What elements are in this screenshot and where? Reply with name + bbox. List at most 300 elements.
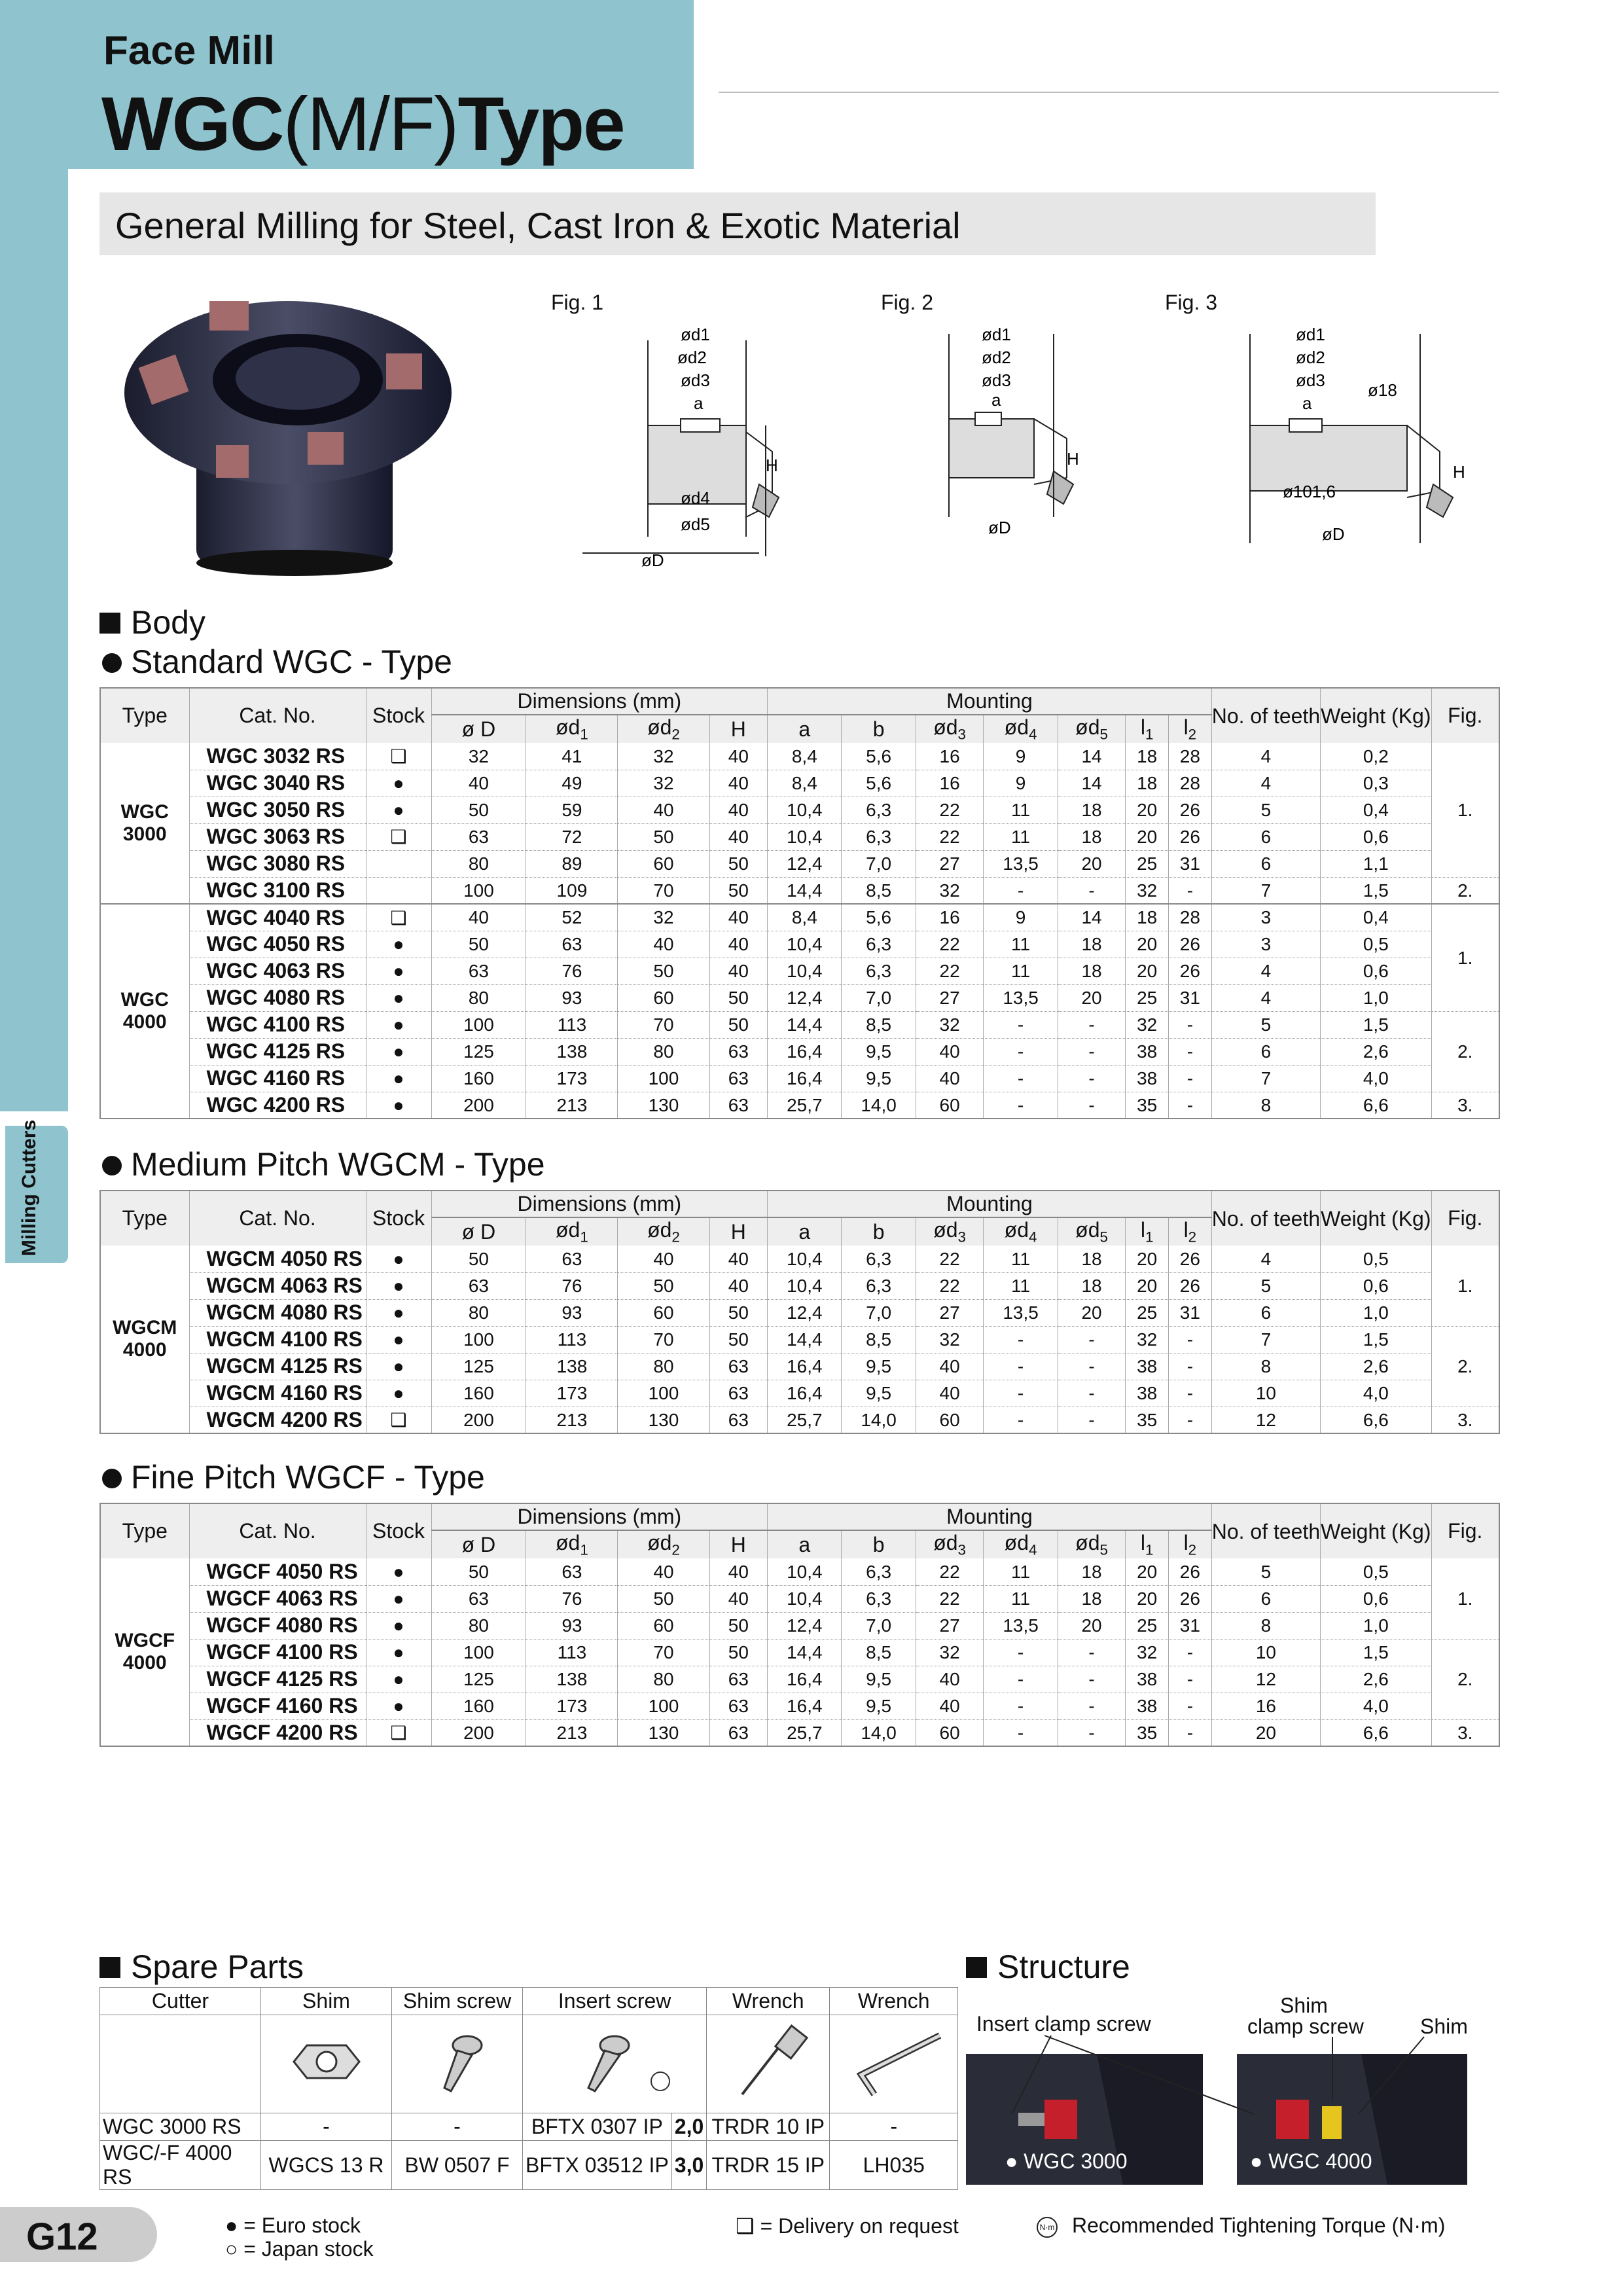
col-sub: a xyxy=(768,1530,842,1558)
svg-text:a: a xyxy=(991,390,1001,410)
cat-no-cell: WGCM 4050 RS xyxy=(189,1246,366,1272)
value-cell: 40 xyxy=(618,797,709,823)
value-cell: 49 xyxy=(526,770,618,797)
value-cell: 1,5 xyxy=(1321,1639,1431,1666)
side-band xyxy=(0,169,68,1111)
value-cell: 76 xyxy=(526,1585,618,1612)
value-cell: 0,4 xyxy=(1321,797,1431,823)
value-cell: 38 xyxy=(1126,1353,1169,1380)
col-sub: $ød_5$ xyxy=(1058,1217,1126,1246)
value-cell: - xyxy=(1169,1038,1212,1065)
value-cell: 213 xyxy=(526,1719,618,1746)
value-cell: 8,5 xyxy=(842,1011,916,1038)
table-row xyxy=(100,743,1499,770)
value-cell: 10,4 xyxy=(768,1585,842,1612)
value-cell: 18 xyxy=(1058,958,1126,984)
value-cell: 52 xyxy=(526,904,618,931)
value-cell: 8,4 xyxy=(768,743,842,770)
col-sub: $l_2$ xyxy=(1169,1530,1212,1558)
value-cell: 14,0 xyxy=(842,1407,916,1433)
value-cell: 32 xyxy=(618,904,709,931)
spare-cell: TRDR 15 IP xyxy=(707,2141,830,2190)
insert-screw-icon xyxy=(523,2015,707,2113)
col-type: Type xyxy=(100,1191,189,1246)
cat-no-cell: WGC 3040 RS xyxy=(189,770,366,797)
value-cell: 9,5 xyxy=(842,1666,916,1693)
stock-cell: ● xyxy=(366,797,431,823)
value-cell: 5,6 xyxy=(842,770,916,797)
fig3-label: Fig. 3 xyxy=(1165,291,1218,314)
svg-text:H: H xyxy=(766,456,778,475)
cat-no-cell: WGC 4080 RS xyxy=(189,984,366,1011)
table-row xyxy=(100,797,1499,823)
value-cell: 63 xyxy=(709,1407,768,1433)
cat-no-cell: WGC 3063 RS xyxy=(189,823,366,850)
shim-screw-icon xyxy=(392,2015,523,2113)
value-cell: 14 xyxy=(1058,743,1126,770)
col-sub: $ød_2$ xyxy=(618,1217,709,1246)
stock-cell: ❑ xyxy=(366,743,431,770)
value-cell: 22 xyxy=(916,1585,984,1612)
value-cell: 2,6 xyxy=(1321,1666,1431,1693)
value-cell: 63 xyxy=(526,1246,618,1272)
value-cell: 26 xyxy=(1169,1246,1212,1272)
value-cell: 9,5 xyxy=(842,1353,916,1380)
spare-cell: 2,0 xyxy=(671,2113,706,2141)
value-cell: 50 xyxy=(431,1246,526,1272)
value-cell: 40 xyxy=(709,1272,768,1299)
value-cell: 22 xyxy=(916,1558,984,1585)
stock-cell: ● xyxy=(366,1585,431,1612)
value-cell: 100 xyxy=(431,1639,526,1666)
value-cell: 16 xyxy=(1211,1693,1320,1719)
value-cell: 4 xyxy=(1211,958,1320,984)
value-cell: 80 xyxy=(431,1612,526,1639)
value-cell: 16,4 xyxy=(768,1693,842,1719)
value-cell: 125 xyxy=(431,1038,526,1065)
value-cell: 63 xyxy=(431,1585,526,1612)
col-teeth: No. of teeth xyxy=(1211,1191,1320,1246)
value-cell: 63 xyxy=(709,1719,768,1746)
value-cell: 160 xyxy=(431,1065,526,1092)
value-cell: 20 xyxy=(1211,1719,1320,1746)
svg-text:ød2: ød2 xyxy=(982,348,1011,367)
value-cell: 4 xyxy=(1211,743,1320,770)
fig-cell: 1. xyxy=(1431,1246,1499,1326)
value-cell: 109 xyxy=(526,877,618,904)
svg-text:ød1: ød1 xyxy=(982,325,1011,344)
value-cell: 0,5 xyxy=(1321,931,1431,958)
table-row xyxy=(100,1666,1499,1693)
value-cell: - xyxy=(1169,1092,1212,1119)
stock-cell: ● xyxy=(366,1038,431,1065)
value-cell: 173 xyxy=(526,1380,618,1407)
col-sub: ø D xyxy=(431,715,526,743)
value-cell: - xyxy=(1058,1693,1126,1719)
value-cell: 8 xyxy=(1211,1092,1320,1119)
value-cell: 32 xyxy=(1126,1639,1169,1666)
value-cell: 27 xyxy=(916,1612,984,1639)
value-cell: 14,4 xyxy=(768,1639,842,1666)
cat-no-cell: WGCM 4080 RS xyxy=(189,1299,366,1326)
value-cell: - xyxy=(984,1666,1058,1693)
value-cell: 63 xyxy=(709,1353,768,1380)
value-cell: 125 xyxy=(431,1666,526,1693)
cat-no-cell: WGC 4040 RS xyxy=(189,904,366,931)
value-cell: 18 xyxy=(1058,931,1126,958)
value-cell: 40 xyxy=(916,1380,984,1407)
value-cell: 50 xyxy=(709,984,768,1011)
value-cell: 40 xyxy=(709,1585,768,1612)
col-sub: b xyxy=(842,1530,916,1558)
value-cell: 10,4 xyxy=(768,1558,842,1585)
col-mount: Mounting xyxy=(768,1503,1212,1530)
structure-label-shim2: Shim xyxy=(1420,2015,1468,2038)
value-cell: 1,1 xyxy=(1321,850,1431,877)
value-cell: 38 xyxy=(1126,1666,1169,1693)
value-cell: 9 xyxy=(984,743,1058,770)
spare-cell: LH035 xyxy=(830,2141,958,2190)
col-sub: $ød_1$ xyxy=(526,1530,618,1558)
stock-cell: ● xyxy=(366,1639,431,1666)
spare-cell: - xyxy=(392,2113,523,2141)
value-cell: 12,4 xyxy=(768,1612,842,1639)
value-cell: 27 xyxy=(916,1299,984,1326)
value-cell: - xyxy=(1058,1092,1126,1119)
stock-cell: ● xyxy=(366,1065,431,1092)
svg-text:a: a xyxy=(694,393,704,413)
value-cell: 40 xyxy=(916,1693,984,1719)
value-cell: 130 xyxy=(618,1407,709,1433)
value-cell: 38 xyxy=(1126,1038,1169,1065)
value-cell: 80 xyxy=(431,984,526,1011)
value-cell: 14,0 xyxy=(842,1092,916,1119)
cat-no-cell: WGCF 4100 RS xyxy=(189,1639,366,1666)
value-cell: 80 xyxy=(618,1038,709,1065)
title-small: Face Mill xyxy=(103,28,275,73)
value-cell: 100 xyxy=(618,1693,709,1719)
standard-table xyxy=(99,687,1500,1119)
value-cell: 11 xyxy=(984,1585,1058,1612)
type-cell: WGC 4000 xyxy=(100,904,189,1119)
value-cell: 31 xyxy=(1169,1612,1212,1639)
value-cell: 100 xyxy=(618,1380,709,1407)
value-cell: 31 xyxy=(1169,1299,1212,1326)
value-cell: 40 xyxy=(618,931,709,958)
value-cell: 50 xyxy=(709,850,768,877)
value-cell: 12 xyxy=(1211,1407,1320,1433)
value-cell: - xyxy=(1058,1407,1126,1433)
value-cell: 40 xyxy=(618,1246,709,1272)
page-number: G12 xyxy=(26,2215,98,2258)
value-cell: 130 xyxy=(618,1092,709,1119)
structure-label-clamp-screw: clamp screw xyxy=(1247,2015,1364,2038)
value-cell: 14,4 xyxy=(768,1011,842,1038)
value-cell: 38 xyxy=(1126,1065,1169,1092)
value-cell: 11 xyxy=(984,1558,1058,1585)
value-cell: 60 xyxy=(916,1719,984,1746)
value-cell: 138 xyxy=(526,1353,618,1380)
spare-cell: - xyxy=(830,2113,958,2141)
col-sub: b xyxy=(842,715,916,743)
value-cell: 0,6 xyxy=(1321,1272,1431,1299)
stock-cell: ● xyxy=(366,1353,431,1380)
value-cell: 28 xyxy=(1169,743,1212,770)
value-cell: 1,0 xyxy=(1321,1612,1431,1639)
spare-col: Shim xyxy=(261,1988,392,2015)
fig1-label: Fig. 1 xyxy=(551,291,604,314)
spare-col: Insert screw xyxy=(523,1988,707,2015)
value-cell: 50 xyxy=(431,931,526,958)
value-cell: 113 xyxy=(526,1326,618,1353)
fig-cell: 3. xyxy=(1431,1719,1499,1746)
value-cell: 63 xyxy=(526,1558,618,1585)
stock-cell: ❑ xyxy=(366,1407,431,1433)
value-cell: 10,4 xyxy=(768,931,842,958)
value-cell: 40 xyxy=(709,743,768,770)
table-row xyxy=(100,1639,1499,1666)
col-sub: ø D xyxy=(431,1217,526,1246)
value-cell: 22 xyxy=(916,1272,984,1299)
value-cell: 100 xyxy=(618,1065,709,1092)
value-cell: 8,4 xyxy=(768,770,842,797)
stock-cell xyxy=(366,877,431,904)
value-cell: 40 xyxy=(916,1038,984,1065)
col-dims: Dimensions (mm) xyxy=(431,1503,768,1530)
table-row xyxy=(100,1693,1499,1719)
value-cell: 0,6 xyxy=(1321,823,1431,850)
value-cell: 20 xyxy=(1126,797,1169,823)
spare-cell: WGC 3000 RS xyxy=(100,2113,261,2141)
value-cell: 72 xyxy=(526,823,618,850)
value-cell: 28 xyxy=(1169,904,1212,931)
spare-col: Shim screw xyxy=(392,1988,523,2015)
value-cell: 40 xyxy=(431,770,526,797)
value-cell: 63 xyxy=(431,823,526,850)
stock-cell: ❑ xyxy=(366,823,431,850)
svg-text:ød1: ød1 xyxy=(681,325,710,344)
value-cell: 20 xyxy=(1126,1585,1169,1612)
col-sub: a xyxy=(768,1217,842,1246)
value-cell: 113 xyxy=(526,1639,618,1666)
value-cell: 16,4 xyxy=(768,1065,842,1092)
value-cell: 8,5 xyxy=(842,877,916,904)
value-cell: - xyxy=(1169,1011,1212,1038)
value-cell: 5,6 xyxy=(842,904,916,931)
spare-img-cutter xyxy=(100,2015,261,2113)
table-row xyxy=(100,1011,1499,1038)
value-cell: 0,6 xyxy=(1321,1585,1431,1612)
value-cell: 40 xyxy=(431,904,526,931)
value-cell: - xyxy=(1169,1666,1212,1693)
table-row xyxy=(100,1065,1499,1092)
col-sub: $ød_3$ xyxy=(916,715,984,743)
value-cell: 7 xyxy=(1211,1326,1320,1353)
value-cell: - xyxy=(1169,1380,1212,1407)
value-cell: 8 xyxy=(1211,1353,1320,1380)
col-sub: $l_1$ xyxy=(1126,1217,1169,1246)
table-row xyxy=(100,1326,1499,1353)
value-cell: 25,7 xyxy=(768,1407,842,1433)
table-row xyxy=(100,877,1499,904)
value-cell: 60 xyxy=(916,1407,984,1433)
value-cell: - xyxy=(984,1038,1058,1065)
value-cell: 63 xyxy=(709,1380,768,1407)
cat-no-cell: WGC 4063 RS xyxy=(189,958,366,984)
col-cat: Cat. No. xyxy=(189,1503,366,1558)
value-cell: 93 xyxy=(526,1612,618,1639)
table-row xyxy=(100,1719,1499,1746)
table-row xyxy=(100,770,1499,797)
value-cell: 20 xyxy=(1126,931,1169,958)
value-cell: 76 xyxy=(526,1272,618,1299)
value-cell: - xyxy=(1169,1407,1212,1433)
value-cell: 0,5 xyxy=(1321,1558,1431,1585)
value-cell: 60 xyxy=(618,984,709,1011)
medium-table xyxy=(99,1190,1500,1434)
structure-heading: Structure xyxy=(966,1948,1130,1986)
cat-no-cell: WGCF 4125 RS xyxy=(189,1666,366,1693)
value-cell: 18 xyxy=(1058,823,1126,850)
stock-cell: ● xyxy=(366,1380,431,1407)
value-cell: 60 xyxy=(916,1092,984,1119)
fig-cell: 1. xyxy=(1431,743,1499,877)
value-cell: 18 xyxy=(1058,797,1126,823)
value-cell: 4 xyxy=(1211,1246,1320,1272)
value-cell: 40 xyxy=(618,1558,709,1585)
value-cell: 63 xyxy=(431,958,526,984)
value-cell: 5 xyxy=(1211,1272,1320,1299)
value-cell: 40 xyxy=(916,1666,984,1693)
col-stock: Stock xyxy=(366,1191,431,1246)
value-cell: 5,6 xyxy=(842,743,916,770)
value-cell: 40 xyxy=(709,931,768,958)
cat-no-cell: WGCM 4160 RS xyxy=(189,1380,366,1407)
stock-cell: ❑ xyxy=(366,1719,431,1746)
cat-no-cell: WGCM 4200 RS xyxy=(189,1407,366,1433)
value-cell: 1,5 xyxy=(1321,1326,1431,1353)
col-sub: a xyxy=(768,715,842,743)
value-cell: - xyxy=(984,1326,1058,1353)
value-cell: 32 xyxy=(618,770,709,797)
value-cell: 20 xyxy=(1126,1246,1169,1272)
value-cell: 32 xyxy=(916,877,984,904)
value-cell: 6 xyxy=(1211,850,1320,877)
svg-text:a: a xyxy=(1302,393,1312,413)
value-cell: 50 xyxy=(431,797,526,823)
value-cell: 27 xyxy=(916,850,984,877)
value-cell: 50 xyxy=(709,1639,768,1666)
value-cell: 11 xyxy=(984,823,1058,850)
fig-cell: 2. xyxy=(1431,1639,1499,1719)
col-sub: $ød_4$ xyxy=(984,1530,1058,1558)
cat-no-cell: WGC 4100 RS xyxy=(189,1011,366,1038)
value-cell: 93 xyxy=(526,984,618,1011)
col-sub: ø D xyxy=(431,1530,526,1558)
value-cell: 25 xyxy=(1126,984,1169,1011)
col-dims: Dimensions (mm) xyxy=(431,688,768,715)
legend-japan: ○ = Japan stock xyxy=(225,2237,374,2261)
value-cell: 80 xyxy=(431,850,526,877)
cat-no-cell: WGC 3032 RS xyxy=(189,743,366,770)
value-cell: 11 xyxy=(984,797,1058,823)
value-cell: 138 xyxy=(526,1038,618,1065)
value-cell: 22 xyxy=(916,823,984,850)
value-cell: 2,6 xyxy=(1321,1038,1431,1065)
svg-text:ød4: ød4 xyxy=(681,488,710,508)
value-cell: 160 xyxy=(431,1693,526,1719)
value-cell: 20 xyxy=(1058,1612,1126,1639)
value-cell: 25,7 xyxy=(768,1092,842,1119)
stock-cell xyxy=(366,850,431,877)
col-cat: Cat. No. xyxy=(189,1191,366,1246)
value-cell: 20 xyxy=(1126,823,1169,850)
value-cell: - xyxy=(1169,1693,1212,1719)
value-cell: 14,4 xyxy=(768,1326,842,1353)
col-sub: $ød_4$ xyxy=(984,1217,1058,1246)
value-cell: 100 xyxy=(431,1326,526,1353)
value-cell: 8,4 xyxy=(768,904,842,931)
value-cell: 6 xyxy=(1211,1038,1320,1065)
cat-no-cell: WGCM 4100 RS xyxy=(189,1326,366,1353)
value-cell: 22 xyxy=(916,931,984,958)
value-cell: 32 xyxy=(431,743,526,770)
structure-caption-2: ● WGC 4000 xyxy=(1250,2149,1372,2173)
table-row xyxy=(100,1246,1499,1272)
value-cell: 200 xyxy=(431,1407,526,1433)
value-cell: 11 xyxy=(984,931,1058,958)
value-cell: - xyxy=(984,1065,1058,1092)
col-sub: $l_2$ xyxy=(1169,1217,1212,1246)
col-sub: $ød_5$ xyxy=(1058,715,1126,743)
value-cell: 31 xyxy=(1169,850,1212,877)
value-cell: 63 xyxy=(431,1272,526,1299)
value-cell: 25 xyxy=(1126,850,1169,877)
value-cell: - xyxy=(1058,1666,1126,1693)
spare-cell: TRDR 10 IP xyxy=(707,2113,830,2141)
value-cell: 10,4 xyxy=(768,797,842,823)
value-cell: 50 xyxy=(618,1272,709,1299)
col-sub: $ød_3$ xyxy=(916,1530,984,1558)
value-cell: 113 xyxy=(526,1011,618,1038)
value-cell: 40 xyxy=(709,958,768,984)
value-cell: 93 xyxy=(526,1299,618,1326)
value-cell: 7 xyxy=(1211,877,1320,904)
value-cell: 50 xyxy=(431,1558,526,1585)
svg-text:ød3: ød3 xyxy=(982,370,1011,390)
value-cell: 18 xyxy=(1126,743,1169,770)
spare-col: Wrench xyxy=(707,1988,830,2015)
cat-no-cell: WGCF 4080 RS xyxy=(189,1612,366,1639)
table-row xyxy=(100,1558,1499,1585)
value-cell: 200 xyxy=(431,1719,526,1746)
svg-text:ø101,6: ø101,6 xyxy=(1283,482,1336,501)
value-cell: 80 xyxy=(618,1353,709,1380)
value-cell: 6,3 xyxy=(842,1585,916,1612)
value-cell: 70 xyxy=(618,1326,709,1353)
value-cell: 13,5 xyxy=(984,850,1058,877)
col-type: Type xyxy=(100,1503,189,1558)
stock-cell: ● xyxy=(366,1666,431,1693)
value-cell: - xyxy=(1058,1065,1126,1092)
svg-text:H: H xyxy=(1453,462,1465,482)
value-cell: 6 xyxy=(1211,823,1320,850)
value-cell: 70 xyxy=(618,1639,709,1666)
value-cell: - xyxy=(1058,1353,1126,1380)
value-cell: 32 xyxy=(916,1011,984,1038)
value-cell: 59 xyxy=(526,797,618,823)
value-cell: 40 xyxy=(709,1558,768,1585)
